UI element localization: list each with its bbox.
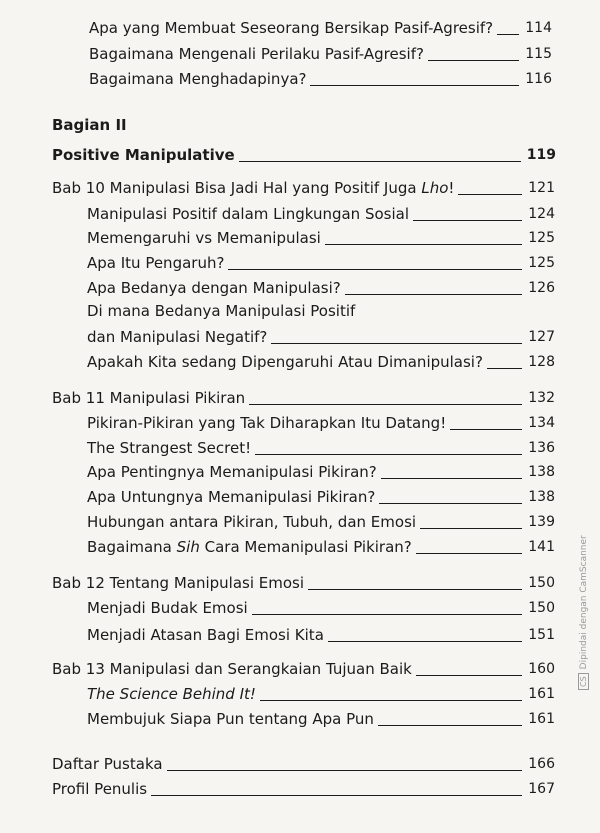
leader-line <box>378 725 522 726</box>
leader-line <box>151 795 522 796</box>
toc-entry-page: 128 <box>528 354 555 370</box>
toc-entry-title: Apakah Kita sedang Dipengaruhi Atau Dimanipulasi? <box>87 353 483 371</box>
toc-entry-title: Apa Pentingnya Memanipulasi Pikiran? <box>87 463 377 481</box>
backmatter-title: Profil Penulis <box>52 780 148 798</box>
leader-line <box>255 454 522 455</box>
toc-entry <box>87 707 555 729</box>
chapter-title <box>52 178 454 198</box>
toc-entry-page: 124 <box>528 206 555 222</box>
toc-entry-title: Apa Itu Pengaruh? <box>87 254 225 272</box>
leader-line <box>381 478 523 479</box>
toc-entry-title: Membujuk Siapa Pun tentang Apa Pun <box>87 710 374 728</box>
leader-line <box>497 34 519 35</box>
title-suffix: Cara Memanipulasi Pikiran? <box>199 538 412 556</box>
part-title: Positive Manipulative <box>52 146 235 164</box>
chapter-title-suffix: ! <box>448 179 455 197</box>
toc-entry-page: 138 <box>528 464 555 480</box>
toc-entry-title: Hubungan antara Pikiran, Tubuh, dan Emosi <box>87 513 417 531</box>
toc-entry <box>87 202 555 224</box>
chapter-title-italic: Lho <box>421 179 449 197</box>
chapter-entry <box>52 176 555 198</box>
toc-entry-title: Apa Untungnya Memanipulasi Pikiran? <box>87 488 376 506</box>
toc-entry-page: 138 <box>528 489 555 505</box>
toc-entry <box>87 436 555 458</box>
toc-entry <box>87 485 555 507</box>
toc-entry-page: 150 <box>528 600 555 616</box>
toc-entry-page: 161 <box>528 711 555 727</box>
leader-line <box>249 404 522 405</box>
toc-entry <box>87 623 555 645</box>
part-title-entry <box>52 143 556 165</box>
leader-line <box>325 244 522 245</box>
toc-entry <box>87 411 555 433</box>
leader-line <box>379 503 522 504</box>
leader-line <box>416 553 523 554</box>
leader-line <box>416 675 522 676</box>
leader-line <box>239 161 521 162</box>
leader-line <box>413 220 522 221</box>
toc-entry-page: 136 <box>528 440 555 456</box>
toc-entry <box>89 42 552 64</box>
toc-entry-title: Memengaruhi vs Memanipulasi <box>87 229 321 247</box>
camscanner-logo: CS <box>578 673 589 690</box>
title-italic: Sih <box>176 538 200 556</box>
toc-entry <box>87 226 555 248</box>
toc-entry <box>87 276 555 298</box>
chapter-title: Bab 13 Manipulasi dan Serangkaian Tujuan Baik <box>52 660 412 678</box>
title-text: Bagaimana <box>87 538 177 556</box>
toc-entry-title: The Strangest Secret! <box>87 439 252 457</box>
toc-entry <box>87 682 555 704</box>
toc-entry <box>87 251 555 273</box>
backmatter-entry <box>52 777 555 799</box>
toc-entry-title: Pikiran-Pikiran yang Tak Diharapkan Itu Datang! <box>87 414 447 432</box>
chapter-title: Bab 12 Tentang Manipulasi Emosi <box>52 574 305 592</box>
toc-entry-page: 125 <box>528 230 555 246</box>
backmatter-title: Daftar Pustaka <box>52 755 163 773</box>
toc-entry-title-line2: dan Manipulasi Negatif? <box>87 328 268 346</box>
chapter-entry <box>52 571 555 593</box>
toc-entry-page: 139 <box>528 514 555 530</box>
toc-entry-title: Bagaimana Mengenali Perilaku Pasif-Agresif? <box>89 45 424 63</box>
leader-line <box>450 429 522 430</box>
part-page: 119 <box>526 147 556 163</box>
part-label: Bagian II <box>52 116 127 134</box>
toc-entry-page: 141 <box>528 539 555 555</box>
toc-entry-title: Bagaimana Menghadapinya? <box>89 70 307 88</box>
chapter-entry <box>52 657 555 679</box>
leader-line <box>252 614 523 615</box>
chapter-page: 132 <box>528 390 555 406</box>
chapter-entry <box>52 386 555 408</box>
toc-entry <box>87 325 555 347</box>
toc-entry-title: Manipulasi Positif dalam Lingkungan Sosial <box>87 205 409 223</box>
leader-line <box>271 343 522 344</box>
chapter-title-text: Bab 10 Manipulasi Bisa Jadi Hal yang Positif Juga <box>52 179 422 197</box>
backmatter-page: 166 <box>528 756 555 772</box>
toc-entry-title-line1: Di mana Bedanya Manipulasi Positif <box>87 302 356 320</box>
toc-entry <box>89 67 552 89</box>
toc-entry-title: Apa yang Membuat Seseorang Bersikap Pasif-Agresif? <box>89 19 494 37</box>
scanner-text: Dipindai dengan CamScanner <box>579 535 589 670</box>
leader-line <box>428 60 519 61</box>
toc-entry-page: 115 <box>525 46 552 62</box>
toc-entry-page: 161 <box>528 686 555 702</box>
leader-line <box>458 194 522 195</box>
toc-entry <box>87 460 555 482</box>
leader-line <box>310 85 519 86</box>
leader-line <box>328 641 522 642</box>
toc-entry-page: 151 <box>528 627 555 643</box>
leader-line <box>228 269 522 270</box>
toc-entry-page: 127 <box>528 329 555 345</box>
toc-entry <box>87 510 555 532</box>
toc-entry-title: Menjadi Atasan Bagi Emosi Kita <box>87 626 324 644</box>
toc-entry-page: 126 <box>528 280 555 296</box>
chapter-page: 150 <box>528 575 555 591</box>
toc-entry <box>87 535 555 557</box>
toc-entry <box>87 350 555 372</box>
toc-entry-title: Menjadi Budak Emosi <box>87 599 248 617</box>
toc-entry-title <box>87 537 412 557</box>
toc-entry <box>87 596 555 618</box>
backmatter-page: 167 <box>528 781 555 797</box>
scanner-watermark <box>578 535 589 690</box>
toc-entry-page: 116 <box>525 71 552 87</box>
chapter-title: Bab 11 Manipulasi Pikiran <box>52 389 246 407</box>
toc-entry-page: 134 <box>528 415 555 431</box>
backmatter-entry <box>52 752 555 774</box>
leader-line <box>487 368 522 369</box>
leader-line <box>308 589 522 590</box>
leader-line <box>260 700 522 701</box>
leader-line <box>420 528 522 529</box>
leader-line <box>345 294 523 295</box>
toc-entry <box>89 16 552 38</box>
chapter-page: 121 <box>528 180 555 196</box>
chapter-page: 160 <box>528 661 555 677</box>
toc-entry-title <box>87 684 256 704</box>
title-italic: The Science Behind It! <box>87 685 256 703</box>
leader-line <box>167 770 523 771</box>
toc-entry-page: 114 <box>525 20 552 36</box>
toc-entry-page: 125 <box>528 255 555 271</box>
toc-entry-title: Apa Bedanya dengan Manipulasi? <box>87 279 341 297</box>
